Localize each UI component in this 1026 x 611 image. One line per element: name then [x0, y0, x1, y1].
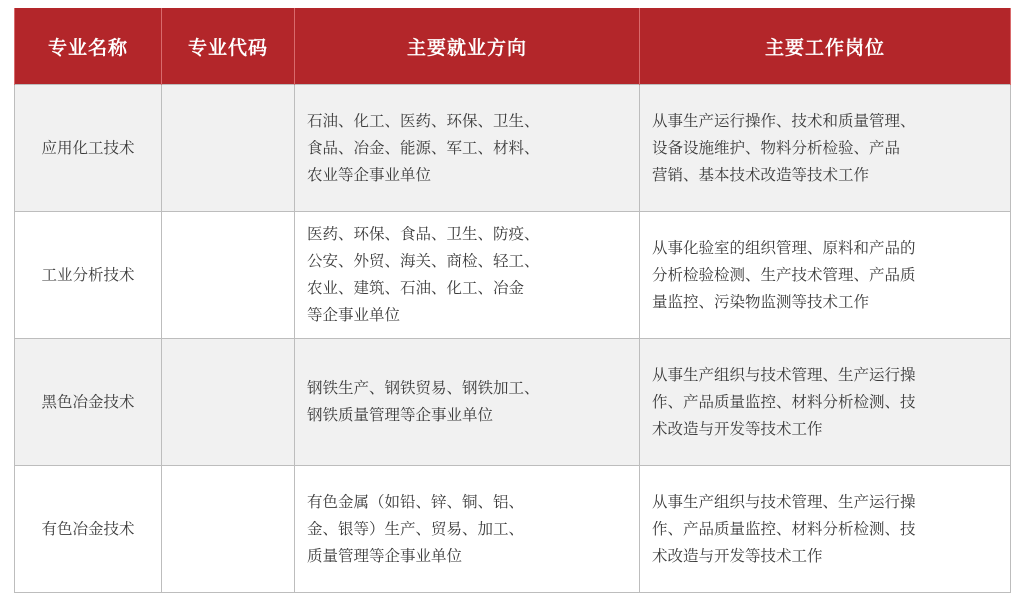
employment-direction-cell: [295, 85, 640, 212]
employment-direction-text: 医药、环保、食品、卫生、防疫、 公安、外贸、海关、商检、轻工、 农业、建筑、石油、化工、冶金 等企事业单位: [307, 225, 540, 324]
header-job-positions: 主要工作岗位: [640, 8, 1011, 85]
job-positions-cell: [640, 85, 1011, 212]
header-major-code: 专业代码: [162, 8, 295, 85]
table-row: [15, 212, 1011, 339]
job-positions-cell: [640, 339, 1011, 466]
employment-direction-cell: [295, 339, 640, 466]
employment-direction-cell: [295, 466, 640, 593]
table-row: [15, 85, 1011, 212]
major-name-cell: 工业分析技术: [15, 212, 162, 339]
employment-direction-text: 石油、化工、医药、环保、卫生、 食品、冶金、能源、军工、材料、 农业等企事业单位: [307, 111, 540, 184]
employment-direction-text: 钢铁生产、钢铁贸易、钢铁加工、 钢铁质量管理等企事业单位: [307, 379, 540, 424]
majors-table-container: [14, 8, 1010, 593]
header-major-name: 专业名称: [15, 8, 162, 85]
job-positions-text: 从事化验室的组织管理、原料和产品的 分析检验检测、生产技术管理、产品质 量监控、污染物监测等技术工作: [652, 238, 916, 311]
table-header: [15, 8, 1011, 85]
major-name-cell: 黑色冶金技术: [15, 339, 162, 466]
table-row: [15, 466, 1011, 593]
major-code-cell: [162, 212, 295, 339]
employment-direction-text: 有色金属（如铅、锌、铜、铝、 金、银等）生产、贸易、加工、 质量管理等企事业单位: [307, 492, 525, 565]
job-positions-text: 从事生产组织与技术管理、生产运行操 作、产品质量监控、材料分析检测、技 术改造与开发等技术工作: [652, 365, 916, 438]
job-positions-text: 从事生产组织与技术管理、生产运行操 作、产品质量监控、材料分析检测、技 术改造与开发等技术工作: [652, 492, 916, 565]
majors-table: [14, 8, 1011, 593]
header-row: [15, 8, 1011, 85]
major-code-cell: [162, 466, 295, 593]
table-body: [15, 85, 1011, 593]
employment-direction-cell: [295, 212, 640, 339]
job-positions-text: 从事生产运行操作、技术和质量管理、 设备设施维护、物料分析检验、产品 营销、基本技术改造等技术工作: [652, 111, 916, 184]
table-row: [15, 339, 1011, 466]
header-employment-direction: 主要就业方向: [295, 8, 640, 85]
major-name-cell: 应用化工技术: [15, 85, 162, 212]
major-code-cell: [162, 339, 295, 466]
major-code-cell: [162, 85, 295, 212]
major-name-cell: 有色冶金技术: [15, 466, 162, 593]
job-positions-cell: [640, 212, 1011, 339]
job-positions-cell: [640, 466, 1011, 593]
